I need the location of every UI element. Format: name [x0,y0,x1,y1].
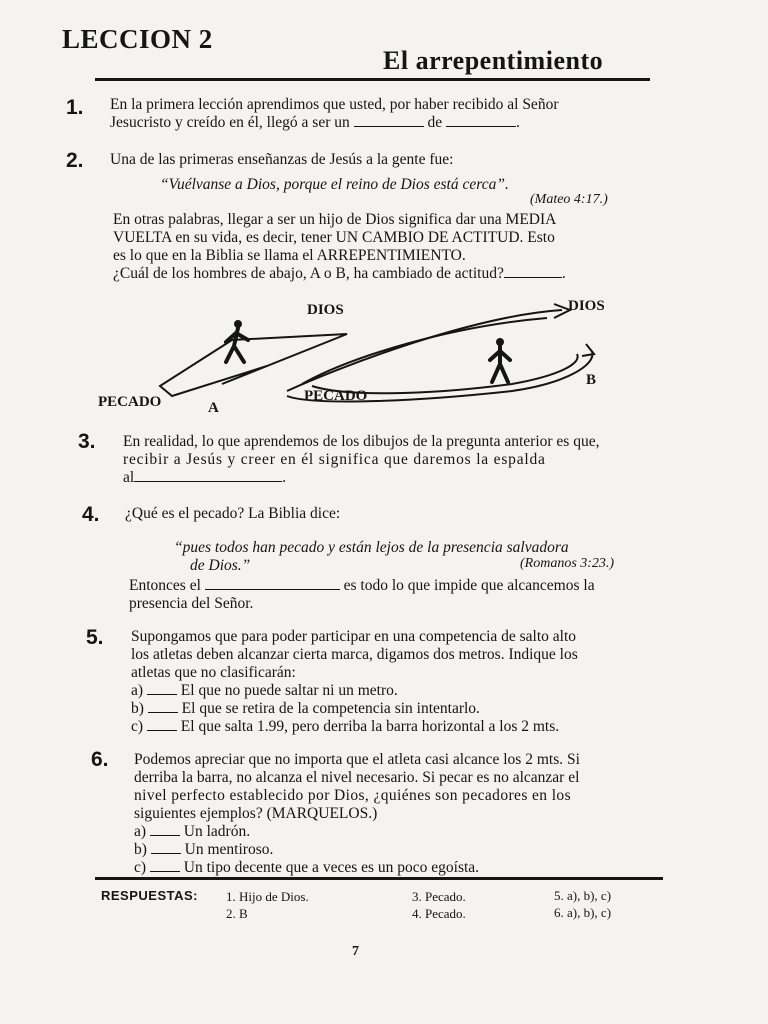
question-6-line-1: Podemos apreciar que no importa que el atleta casi alcance los 2 mts. Si [134,751,580,768]
question-4-reference: (Romanos 3:23.) [520,556,615,571]
question-3-text-b: . [282,469,287,486]
question-2-line-5 [113,265,566,282]
attitude-diagram [92,296,632,421]
answer-3: 3. Pecado. [412,889,466,904]
question-2-line-5-end: . [561,265,566,282]
diagram-dios-a: DIOS [307,302,344,318]
question-3-number: 3. [78,430,96,453]
question-6-line-2: derriba la barra, no alcanza el nivel necesario. Si pecar es no alcanzar el [134,769,580,786]
question-6-option-c-label: c) [134,859,147,876]
diagram-pecado-b: PECADO [304,388,368,404]
question-5-option-a [131,682,398,699]
question-4-number: 4. [82,503,100,526]
question-3-blank[interactable] [134,469,282,482]
question-3-line-3 [123,469,286,486]
page-number: 7 [352,944,359,959]
question-1-blank-1[interactable] [354,114,424,127]
question-2-blank[interactable] [504,265,562,278]
question-4-line-1: ¿Qué es el pecado? La Biblia dice: [125,505,341,522]
question-4-text-a: Entonces el [129,577,201,594]
question-6-option-a-blank[interactable] [150,823,180,836]
lesson-number: LECCION 2 [62,24,213,54]
question-5-option-b-label: b) [131,700,144,717]
question-1-number: 1. [66,96,84,119]
question-6-option-b-blank[interactable] [151,841,181,854]
question-5-option-b-text: El que se retira de la competencia sin intentarlo. [181,700,480,717]
answer-2: 2. B [226,906,248,921]
answer-5: 5. a), b), c) [554,888,612,903]
diagram-dios-b: DIOS [568,298,605,314]
question-5-number: 5. [86,626,104,649]
question-5-option-b-blank[interactable] [148,700,178,713]
question-6-number: 6. [91,748,109,771]
answer-4: 4. Pecado. [412,906,466,921]
question-5-line-1: Supongamos que para poder participar en una competencia de salto alto [131,628,577,645]
question-5-option-c [131,718,559,735]
question-2-line-4: es lo que en la Biblia se llama el ARREPENTIMIENTO. [113,247,466,264]
question-2-question: ¿Cuál de los hombres de abajo, A o B, ha cambiado de actitud? [113,265,504,282]
question-6-option-b [134,841,273,858]
question-1-blank-2[interactable] [446,114,516,127]
question-5-option-a-text: El que no puede saltar ni un metro. [180,682,398,699]
answer-6: 6. a), b), c) [554,905,612,920]
question-4-quote-2: de Dios.” [190,557,251,574]
question-1-text-a: Jesucristo y creído en él, llegó a ser un [110,114,350,131]
question-5-option-a-blank[interactable] [147,682,177,695]
answers-heading: RESPUESTAS: [101,888,198,903]
question-1-text-b: de [427,114,443,131]
question-2-number: 2. [66,149,84,172]
question-6-line-3: nivel perfecto establecido por Dios, ¿quiénes son pecadores en los [134,787,572,804]
question-2-reference: (Mateo 4:17.) [530,192,608,207]
answers-rule [95,877,663,880]
question-2-line-2: En otras palabras, llegar a ser un hijo de Dios significa dar una MEDIA [113,211,557,228]
question-5-option-c-blank[interactable] [147,718,177,731]
walking-person-b-icon [482,336,518,386]
question-1-text-c: . [516,114,520,131]
question-4-quote-1: “pues todos han pecado y están lejos de la presencia salvadora [174,539,569,556]
question-5-option-a-label: a) [131,682,144,699]
question-6-option-a-label: a) [134,823,147,840]
question-5-line-3: atletas que no clasificarán: [131,664,296,681]
question-5-option-c-text: El que salta 1.99, pero derriba la barra horizontal a los 2 mts. [180,718,560,735]
question-4-line-2 [129,577,595,594]
walking-person-a-icon [220,318,258,366]
question-1-line-2 [110,114,520,131]
question-5-option-c-label: c) [131,718,144,735]
question-2-line-3: VUELTA en su vida, es decir, tener UN CAMBIO DE ACTITUD. Esto [113,229,555,246]
title-rule [95,78,650,81]
question-6-option-a-text: Un ladrón. [183,823,251,840]
question-6-option-b-label: b) [134,841,147,858]
question-5-option-b [131,700,480,717]
diagram-label-b: B [586,372,597,388]
question-4-line-3: presencia del Señor. [129,595,254,612]
question-6-option-c-blank[interactable] [150,859,180,872]
question-2-quote: “Vuélvanse a Dios, porque el reino de Dios está cerca”. [160,176,509,193]
diagram-label-a: A [208,400,219,416]
question-4-blank[interactable] [205,577,340,590]
question-6-option-c [134,859,479,876]
question-3-text-a: al [123,469,135,486]
question-6-option-b-text: Un mentiroso. [184,841,274,858]
question-3-line-2: recibir a Jesús y creer en él significa que daremos la espalda [123,451,546,468]
question-5-line-2: los atletas deben alcanzar cierta marca, digamos dos metros. Indique los [131,646,578,663]
answer-1: 1. Hijo de Dios. [226,889,309,904]
question-2-line-1: Una de las primeras enseñanzas de Jesús a la gente fue: [110,151,454,168]
diagram-pecado-a: PECADO [98,394,162,410]
lesson-title: El arrepentimiento [383,46,604,75]
question-3-line-1: En realidad, lo que aprendemos de los dibujos de la pregunta anterior es que, [123,433,600,450]
question-1-line-1: En la primera lección aprendimos que usted, por haber recibido al Señor [110,96,559,113]
question-6-option-a [134,823,250,840]
question-6-option-c-text: Un tipo decente que a veces es un poco egoísta. [183,859,480,876]
question-6-line-4: siguientes ejemplos? (MARQUELOS.) [134,805,378,822]
question-4-text-b: es todo lo que impide que alcancemos la [343,577,595,594]
